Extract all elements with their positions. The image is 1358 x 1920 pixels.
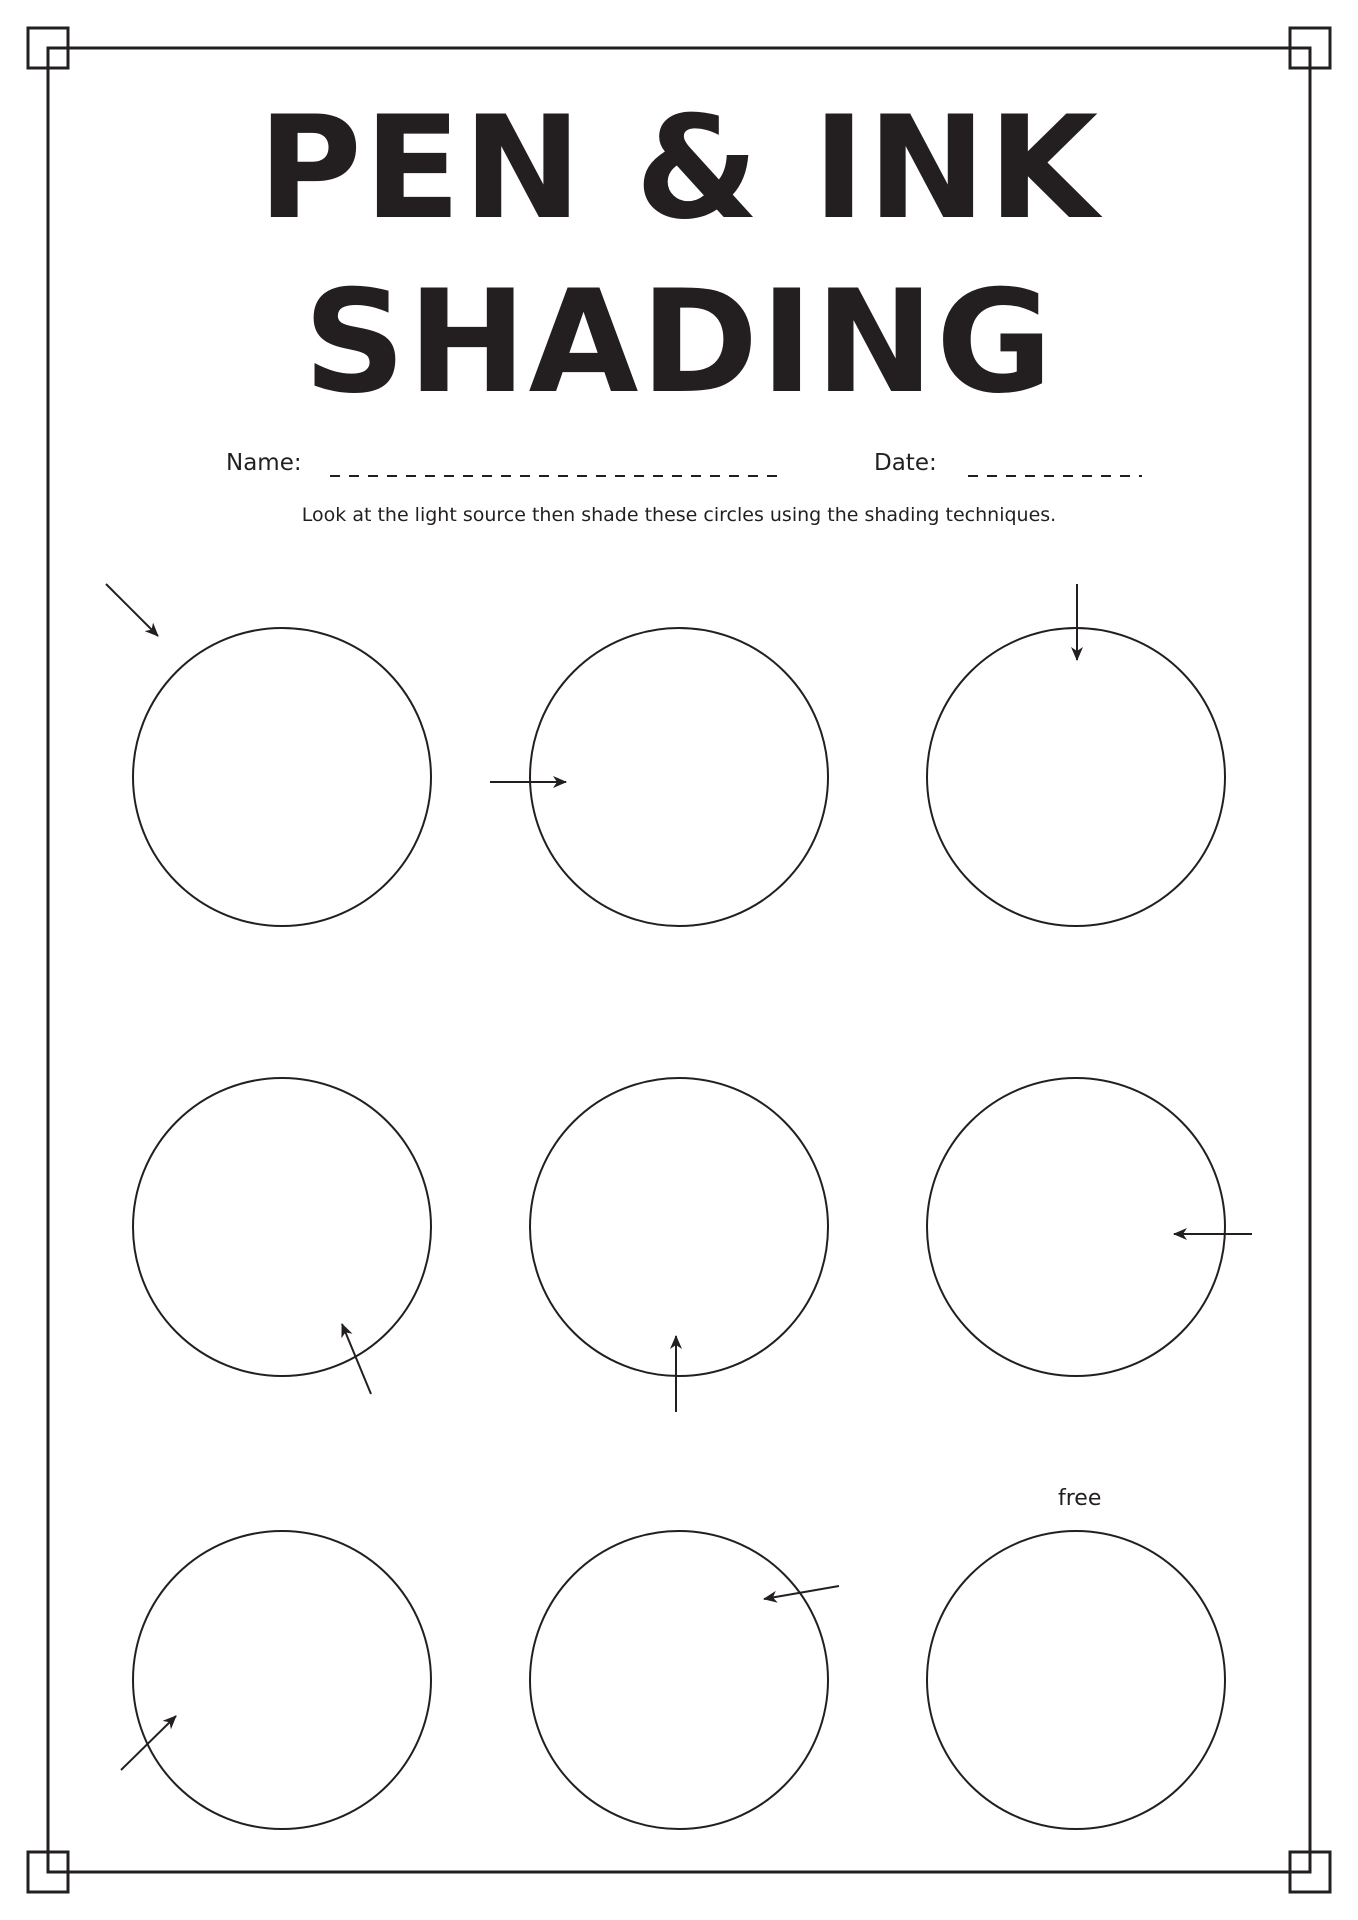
date-label: Date: <box>874 450 937 476</box>
shading-circle-3[interactable] <box>927 628 1225 926</box>
worksheet-title-line-2: SHADING <box>303 260 1055 425</box>
shading-circle-8[interactable] <box>530 1531 828 1829</box>
light-arrow-4 <box>342 1324 371 1394</box>
name-label: Name: <box>226 450 302 476</box>
shading-circle-9[interactable] <box>927 1531 1225 1829</box>
shading-circle-6[interactable] <box>927 1078 1225 1376</box>
light-arrow-7 <box>121 1716 176 1770</box>
shading-circle-7[interactable] <box>133 1531 431 1829</box>
worksheet-title-line-1: PEN & INK <box>257 86 1101 251</box>
instructions-text: Look at the light source then shade these circles using the shading techniques. <box>301 504 1057 526</box>
shading-circle-4[interactable] <box>133 1078 431 1376</box>
free-circle-label: free <box>1058 1486 1102 1511</box>
light-arrow-1 <box>106 584 158 636</box>
shading-circle-1[interactable] <box>133 628 431 926</box>
shading-circle-2[interactable] <box>530 628 828 926</box>
light-arrow-8 <box>764 1586 839 1599</box>
shading-circle-5[interactable] <box>530 1078 828 1376</box>
